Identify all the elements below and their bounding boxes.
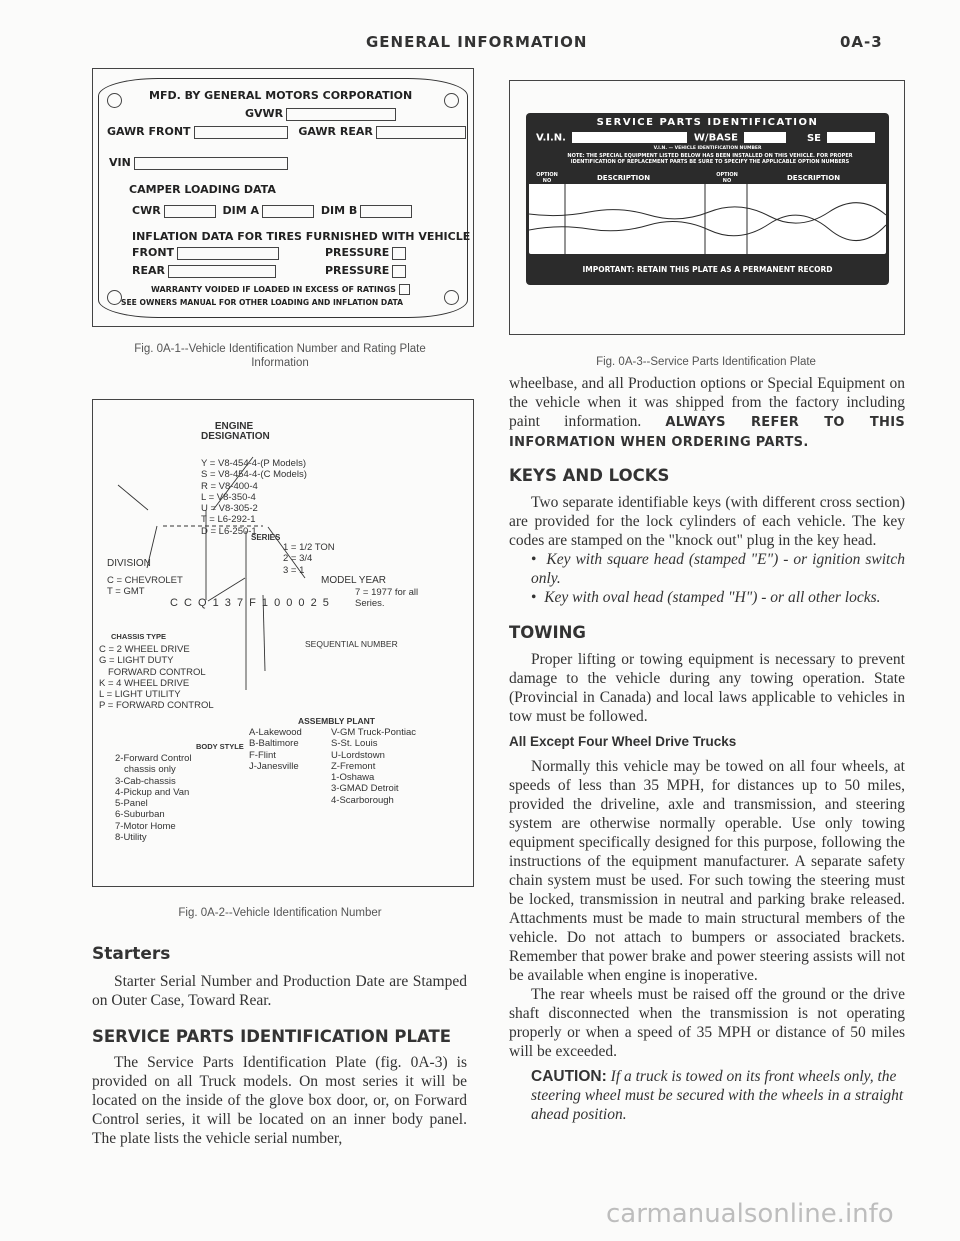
front-box bbox=[177, 247, 279, 260]
plate3-vin-field bbox=[572, 132, 687, 143]
plant-item: B-Baltimore bbox=[249, 738, 299, 750]
engine-designation-title: ENGINE DESIGNATION bbox=[201, 421, 270, 442]
plant-item: S-St. Louis bbox=[331, 738, 378, 750]
bullet-2-text: Key with oval head (stamped "H") - or all other locks. bbox=[544, 589, 881, 606]
rivet-hole-icon bbox=[444, 93, 459, 108]
warranty-row bbox=[151, 284, 413, 295]
plant-item: F-Flint bbox=[249, 749, 276, 761]
plant-item: J-Janesville bbox=[249, 760, 299, 772]
rear-label: REAR bbox=[132, 264, 165, 277]
plant-item: 1-Oshawa bbox=[331, 772, 375, 784]
rear-wheels-text: The rear wheels must be raised off the ground or the drive shaft disconnected when the transmission is not operating properly or when a speed of 35 MPH or distance of 50 miles will be exceeded. bbox=[509, 986, 905, 1060]
figure-1-caption: Fig. 0A-1--Vehicle Identification Number and Rating Plate Information bbox=[134, 343, 426, 369]
plant-item: V-GM Truck-Pontiac bbox=[331, 727, 416, 738]
body-style-list bbox=[115, 753, 192, 843]
engine-item: L = V8-350-4 bbox=[201, 491, 256, 503]
pressure1-box bbox=[392, 247, 406, 260]
chassis-item: L = LIGHT UTILITY bbox=[99, 689, 181, 701]
see-owners-text: SEE OWNERS MANUAL FOR OTHER LOADING AND INFLATION DATA bbox=[121, 298, 403, 307]
plate-title: MFD. BY GENERAL MOTORS CORPORATION bbox=[149, 89, 413, 102]
model-year-title: MODEL YEAR bbox=[321, 575, 387, 586]
engine-item: S = V8-454-4-(C Models) bbox=[201, 469, 307, 481]
body-style-item: 6-Suburban bbox=[115, 809, 165, 821]
caution-text: If a truck is towed on its front wheels only, the steering wheel must be secured with the wheels in a straight ahead position. bbox=[531, 1068, 904, 1123]
body-style-item: 2-Forward Control bbox=[115, 753, 192, 764]
tear-line bbox=[529, 203, 886, 223]
vin-code: C C Q 1 3 7 F 1 0 0 0 2 5 bbox=[170, 597, 331, 609]
rivet-hole-icon bbox=[107, 290, 122, 305]
pressure2-row bbox=[325, 264, 409, 278]
plate3-vin-row bbox=[536, 132, 878, 144]
pressure2-box bbox=[392, 265, 406, 278]
right-column bbox=[509, 374, 905, 1124]
body-style-title: BODY STYLE bbox=[196, 742, 244, 751]
plate3-table bbox=[529, 172, 886, 254]
gvwr-label: GVWR bbox=[245, 107, 284, 120]
body-style-item: 7-Motor Home bbox=[115, 820, 176, 832]
sequential-number-label: SEQUENTIAL NUMBER bbox=[305, 639, 398, 649]
inflation-heading: INFLATION DATA FOR TIRES FURNISHED WITH VEHICLE bbox=[132, 230, 471, 243]
vin-label: VIN bbox=[109, 156, 131, 169]
watermark: carmanualsonline.info bbox=[606, 1199, 894, 1229]
engine-item: D = L6-250-1 bbox=[201, 525, 257, 537]
plant-item: Z-Fremont bbox=[331, 760, 376, 772]
plate3-note: NOTE: THE SPECIAL EQUIPMENT LISTED BELOW HAS BEEN INSTALLED ON THIS VEHICLE. FOR PROPER IDENTIFICATION OF REPLACEMENT PARTS BE SURE TO SPECIFY THE APPLICABLE OPTION NUMBERS bbox=[567, 153, 853, 165]
normally-text: Normally this vehicle may be towed on all four wheels, at speeds of less than 35 MPH, for distances up to 50 miles, provided the driveline, axle and transmission, and steering system are otherwise normally operable. Use only towing equipment specifically designed for this purpose, following the instructions of the equipment manufacturer. A separate safety chain system must be used. For such towing the steering must be locked, transmission in neutral and parking brake released. Attachments must be made to main structural members of the vehicle. Do not attach to bumpers or associated brackets. Remember that power brake and power steering assists will not be available when engine is inoperative. bbox=[509, 758, 905, 984]
figure-3-caption: Fig. 0A-3--Service Parts Identification Plate bbox=[596, 356, 816, 368]
engine-item: U = V8-305-2 bbox=[201, 503, 258, 515]
plate3-se-field bbox=[827, 132, 875, 143]
plate3-col-desc1: DESCRIPTION bbox=[597, 174, 651, 182]
rear-box bbox=[168, 265, 276, 278]
model-year-value: 7 = 1977 for all Series. bbox=[355, 587, 419, 609]
plant-list-a bbox=[249, 727, 302, 772]
starters-text: Starter Serial Number and Production Date are Stamped on Outer Case, Toward Rear. bbox=[92, 973, 467, 1009]
dim-a-label: DIM A bbox=[222, 204, 260, 217]
division-title: DIVISION bbox=[107, 558, 151, 569]
plant-item: A-Lakewood bbox=[249, 727, 302, 738]
chassis-type-title: CHASSIS TYPE bbox=[111, 632, 167, 641]
continued-bold: ALWAYS REFER TO THIS INFORMATION WHEN ORDERING PARTS. bbox=[509, 415, 905, 450]
keys-text: Two separate identifiable keys (with different cross section) are provided for the lock cylinders of each vehicle. The key codes are stamped on the "knock out" plug in the key head. bbox=[509, 494, 905, 549]
gawr-rear-label: GAWR REAR bbox=[298, 125, 373, 138]
rating-plate bbox=[98, 78, 471, 318]
pressure1-label: PRESSURE bbox=[325, 246, 390, 259]
vin-diagram bbox=[92, 399, 474, 887]
towing-heading: TOWING bbox=[509, 623, 586, 642]
tear-line bbox=[529, 215, 886, 240]
plant-item: 3-GMAD Detroit bbox=[331, 783, 399, 795]
spip-heading: SERVICE PARTS IDENTIFICATION PLATE bbox=[92, 1027, 452, 1046]
warranty-text: WARRANTY VOIDED IF LOADED IN EXCESS OF RATINGS bbox=[151, 285, 396, 294]
gawr-row bbox=[107, 125, 469, 139]
body-style-item: chassis only bbox=[124, 764, 176, 776]
plate3-table-lines bbox=[529, 172, 886, 254]
plate3-col-option1: OPTION NO bbox=[536, 172, 558, 184]
plate3-col-desc2: DESCRIPTION bbox=[787, 174, 841, 182]
gvwr-box bbox=[286, 108, 396, 121]
continued-text: wheelbase, and all Production options or Special Equipment on the vehicle when it was shipped from the factory including paint information. bbox=[509, 375, 905, 430]
bullet-1 bbox=[509, 550, 905, 588]
page-header-title: GENERAL INFORMATION bbox=[366, 33, 588, 51]
plant-list-b bbox=[331, 727, 416, 806]
dim-b-label: DIM B bbox=[320, 204, 358, 217]
service-parts-plate bbox=[526, 113, 889, 285]
body-style-item: 8-Utility bbox=[115, 832, 147, 844]
plant-item: U-Lordstown bbox=[331, 749, 385, 761]
gawr-rear-box bbox=[376, 126, 466, 139]
rivet-hole-icon bbox=[107, 93, 122, 108]
caution-block bbox=[509, 1067, 905, 1124]
plate3-sub: V.I.N. — VEHICLE IDENTIFICATION NUMBER bbox=[653, 146, 762, 151]
assembly-plant-title: ASSEMBLY PLANT bbox=[298, 716, 375, 726]
division-list bbox=[107, 575, 183, 598]
pressure1-row bbox=[325, 246, 409, 260]
rear-row bbox=[132, 264, 279, 278]
towing-text: Proper lifting or towing equipment is necessary to prevent damage to the vehicle during any towing operation. State (Provincial in Canada) and local laws applicable to vehicles in tow must be followed. bbox=[509, 651, 905, 725]
camper-heading: CAMPER LOADING DATA bbox=[129, 183, 276, 196]
pressure2-label: PRESSURE bbox=[325, 264, 390, 277]
chassis-item: K = 4 WHEEL DRIVE bbox=[99, 677, 190, 689]
figure-2-caption: Fig. 0A-2--Vehicle Identification Number bbox=[178, 907, 382, 919]
chassis-item: C = 2 WHEEL DRIVE bbox=[99, 644, 190, 655]
keys-heading: KEYS AND LOCKS bbox=[509, 466, 670, 485]
rivet-hole-icon bbox=[444, 290, 459, 305]
bullet-2 bbox=[509, 588, 905, 607]
body-style-item: 3-Cab-chassis bbox=[115, 775, 176, 787]
chassis-item: G = LIGHT DUTY bbox=[99, 655, 174, 667]
division-item: T = GMT bbox=[107, 586, 145, 598]
bullet-icon: • bbox=[531, 589, 545, 606]
plate3-important: IMPORTANT: RETAIN THIS PLATE AS A PERMANENT RECORD bbox=[582, 265, 833, 274]
bullet-1-text: Key with square head (stamped "E") - or ignition switch only. bbox=[531, 551, 905, 587]
gawr-front-label: GAWR FRONT bbox=[107, 125, 191, 138]
plate3-vin-label: V.I.N. bbox=[536, 132, 566, 144]
plate3-title: SERVICE PARTS IDENTIFICATION bbox=[596, 117, 819, 128]
warranty-box bbox=[399, 284, 410, 295]
plant-item: 4-Scarborough bbox=[331, 794, 394, 806]
page-number: 0A-3 bbox=[840, 33, 883, 51]
engine-list bbox=[201, 458, 307, 537]
series-item: 1 = 1/2 TON bbox=[283, 542, 335, 553]
starters-heading: Starters bbox=[92, 944, 171, 964]
chassis-item: FORWARD CONTROL bbox=[108, 666, 206, 678]
cwr-box bbox=[164, 205, 216, 218]
plate3-wbase-label: W/BASE bbox=[693, 132, 738, 144]
gawr-front-box bbox=[194, 126, 288, 139]
towing-subheading: All Except Four Wheel Drive Trucks bbox=[509, 734, 737, 749]
series-item: 2 = 3/4 bbox=[283, 553, 313, 565]
body-style-item: 4-Pickup and Van bbox=[115, 786, 190, 798]
vin-row bbox=[109, 156, 291, 170]
division-leader bbox=[118, 485, 148, 510]
plate3-col-option2: OPTION NO bbox=[716, 172, 738, 184]
dim-a-box bbox=[262, 205, 314, 218]
spip-text: The Service Parts Identification Plate (fig. 0A-3) is provided on all Truck models. On most series it will be located on the inside of the glove box door, or, on Forward Control series, it will be located on an inner body panel. The plate lists the vehicle serial number, bbox=[92, 1054, 467, 1147]
series-list bbox=[283, 542, 335, 576]
series-title: SERIES bbox=[251, 533, 281, 542]
caution-label: CAUTION: bbox=[531, 1068, 607, 1085]
engine-item: Y = V8-454-4-(P Models) bbox=[201, 458, 306, 469]
division-item: C = CHEVROLET bbox=[107, 575, 183, 586]
vin-box bbox=[134, 157, 288, 170]
camper-row bbox=[132, 204, 415, 218]
chassis-item: P = FORWARD CONTROL bbox=[99, 700, 214, 712]
chassis-list bbox=[99, 644, 214, 712]
plate3-se-label: SE bbox=[806, 132, 821, 144]
gvwr-row bbox=[245, 107, 399, 121]
dim-b-box bbox=[360, 205, 412, 218]
front-label: FRONT bbox=[132, 246, 175, 259]
cwr-label: CWR bbox=[132, 204, 161, 217]
engine-item: T = L6-292-1 bbox=[201, 514, 256, 526]
continued-paragraph bbox=[509, 374, 905, 452]
engine-item: R = V8-400-4 bbox=[201, 480, 258, 492]
body-style-item: 5-Panel bbox=[115, 798, 148, 810]
front-row bbox=[132, 246, 282, 260]
series-item: 3 = 1 bbox=[283, 564, 305, 576]
plate3-wbase-field bbox=[744, 132, 786, 143]
bullet-icon: • bbox=[531, 551, 547, 568]
